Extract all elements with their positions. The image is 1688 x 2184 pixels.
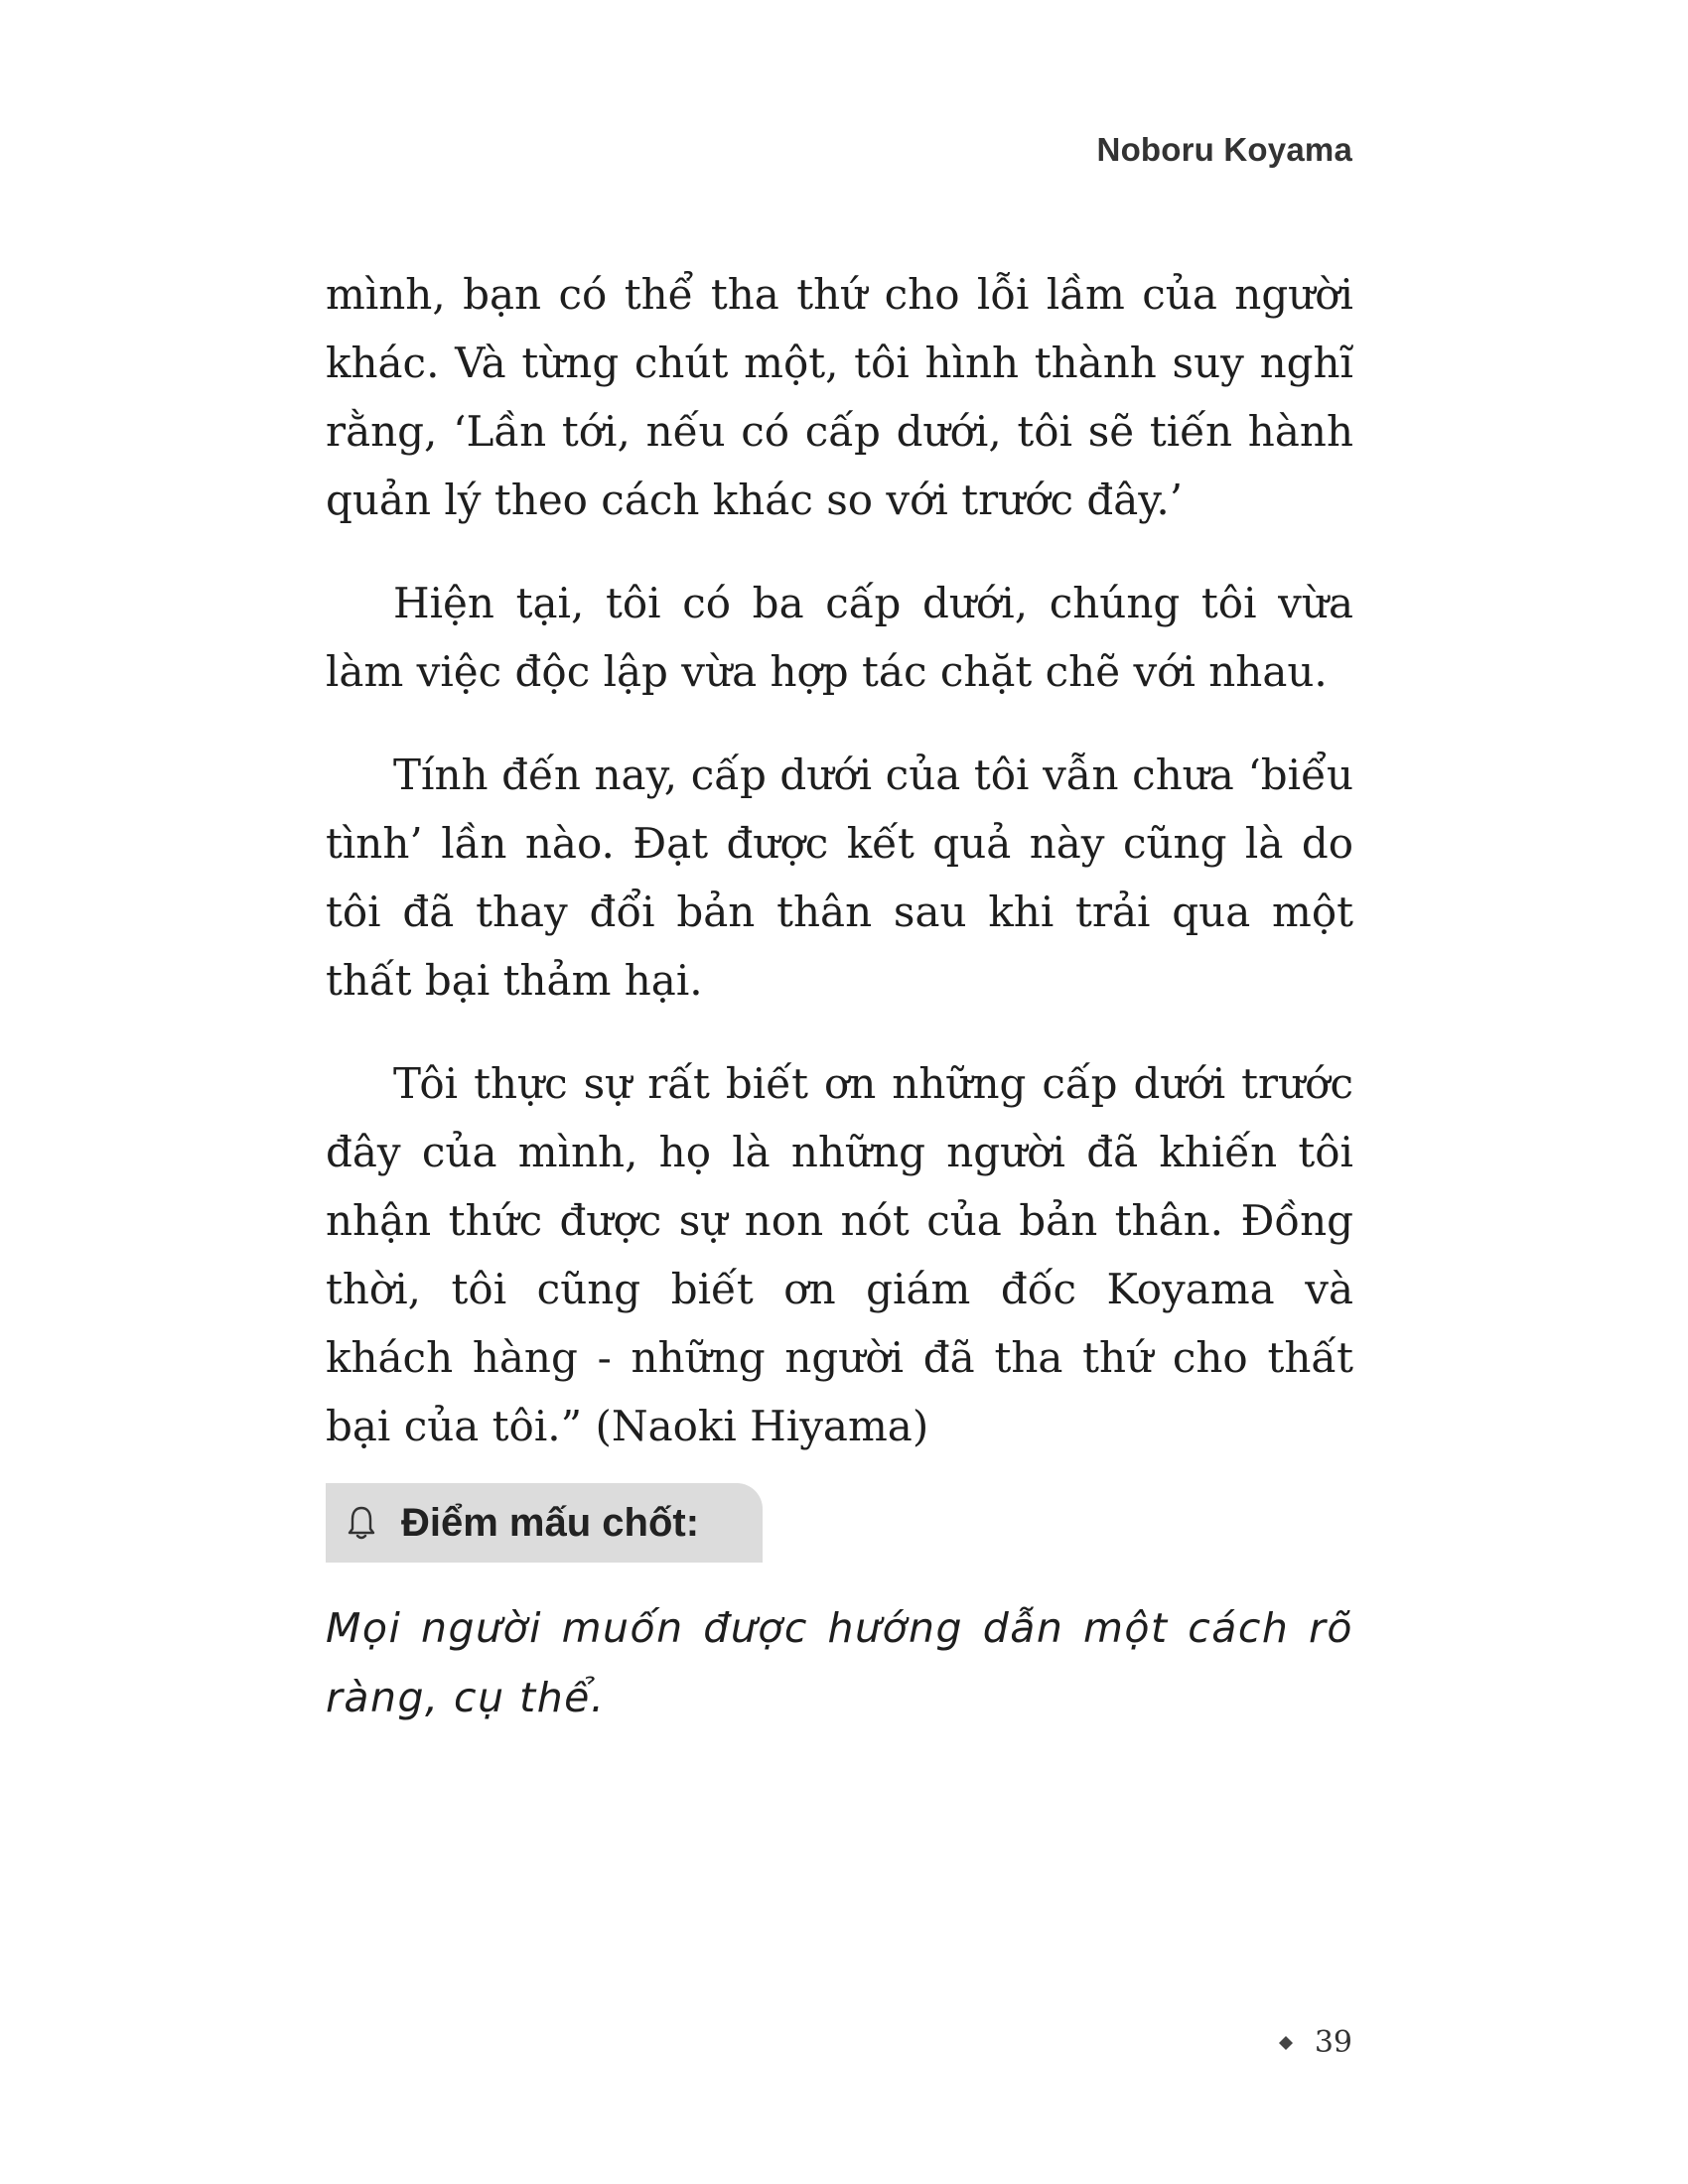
bell-icon [344,1503,379,1543]
paragraph-3: Tính đến nay, cấp dưới của tôi vẫn chưa ‘biểu tình’ lần nào. Đạt được kết quả này cũng là do tôi đã thay đổi bản thân sau khi trải qua một thất bại thảm hại. [326,751,1353,1005]
key-point-label: Điểm mấu chốt: [401,1500,700,1545]
body-text [326,260,1353,1495]
ornament-icon [1279,2036,1293,2050]
paragraph-4: Tôi thực sự rất biết ơn những cấp dưới trước đây của mình, họ là những người đã khiến tôi nhận thức được sự non nót của bản thân. Đồng thời, tôi cũng biết ơn giám đốc Koyama và khách hàng - những người đã tha thứ cho thất bại của tôi.” (Naoki Hiyama) [326,1059,1353,1450]
page-number: 39 [1314,2025,1352,2060]
paragraph-2: Hiện tại, tôi có ba cấp dưới, chúng tôi vừa làm việc độc lập vừa hợp tác chặt chẽ với nhau. [326,579,1353,696]
key-point-box [326,1483,763,1563]
running-head: Noboru Koyama [1096,131,1352,168]
paragraph-1: mình, bạn có thể tha thứ cho lỗi lầm của người khác. Và từng chút một, tôi hình thành suy nghĩ rằng, ‘Lần tới, nếu có cấp dưới, tôi sẽ tiến hành quản lý theo cách khác so với trước đây.’ [326,270,1353,524]
page-footer [1279,2025,1352,2060]
key-point-text: Mọi người muốn được hướng dẫn một cách rõ ràng, cụ thể. [326,1604,1353,1721]
